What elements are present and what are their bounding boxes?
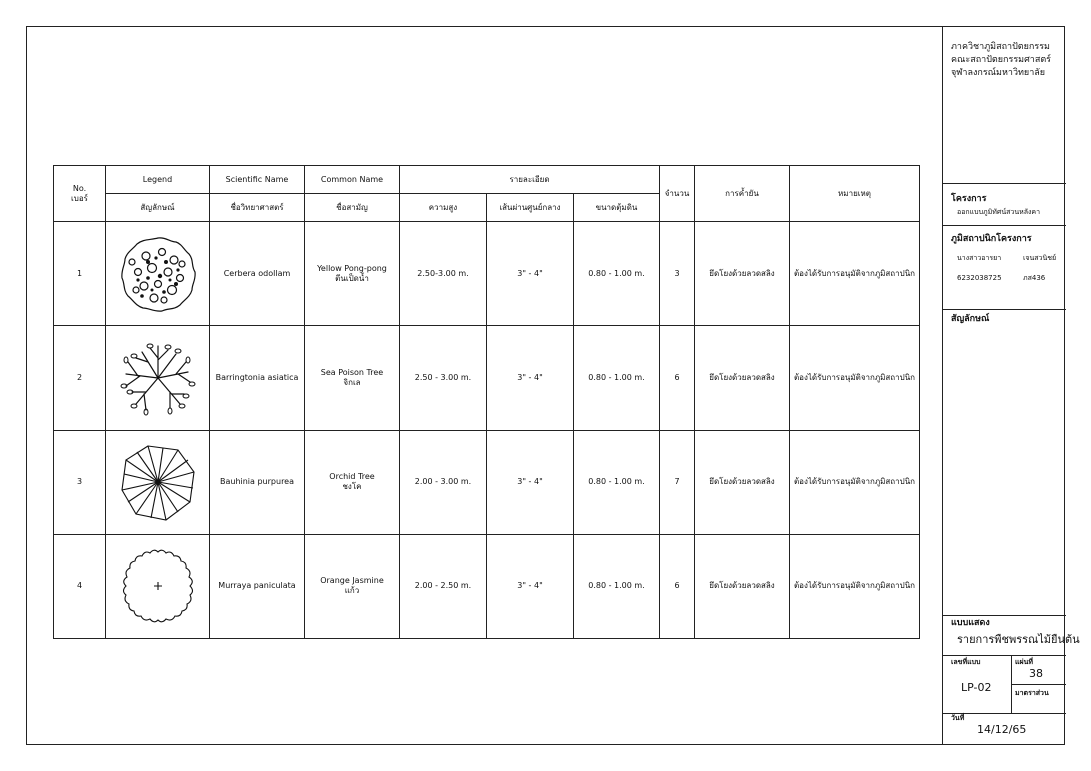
project-section: [943, 184, 1066, 226]
project-name: ออกแบบภูมิทัศน์สวนหลังคา: [957, 208, 1041, 216]
header-sci-th: ชื่อวิทยาศาสตร์: [210, 194, 305, 222]
quantity-value: 6: [660, 534, 695, 638]
header-common-th: ชื่อสามัญ: [305, 194, 400, 222]
date-value: 14/12/65: [977, 723, 1027, 736]
table-row: [54, 534, 920, 638]
scientific-name: Cerbera odollam: [210, 222, 305, 326]
symbol-label: สัญลักษณ์: [951, 314, 990, 324]
student-id: 6232038725: [957, 274, 1002, 282]
rootball-value: 0.80 - 1.00 m.: [574, 326, 660, 430]
remark-value: ต้องได้รับการอนุมัติจากภูมิสถาปนิก: [790, 222, 920, 326]
row-no: 1: [54, 222, 106, 326]
cloud-tree-symbol: [106, 534, 210, 638]
rootball-value: 0.80 - 1.00 m.: [574, 430, 660, 534]
common-name: Orange Jasmine แก้ว: [305, 534, 400, 638]
drawing-label: แบบแสดง: [951, 618, 990, 628]
office-section: [943, 26, 1066, 184]
scientific-name: Bauhinia purpurea: [210, 430, 305, 534]
header-height: ความสูง: [400, 194, 487, 222]
office-line-1: ภาควิชาภูมิสถาปัตยกรรม: [951, 42, 1050, 52]
rootball-value: 0.80 - 1.00 m.: [574, 222, 660, 326]
diameter-value: 3" - 4": [487, 430, 574, 534]
remark-value: ต้องได้รับการอนุมัติจากภูมิสถาปนิก: [790, 430, 920, 534]
date-section: [943, 714, 1066, 745]
header-scientific-name: Scientific Name: [210, 166, 305, 194]
architect-section: [943, 226, 1066, 310]
sheet-no: LP-02: [961, 681, 992, 694]
header-diameter: เส้นผ่านศูนย์กลาง: [487, 194, 574, 222]
symbol-section: [943, 310, 1066, 616]
scale-label: มาตราส่วน: [1015, 689, 1049, 697]
diameter-value: 3" - 4": [487, 534, 574, 638]
title-block: [942, 26, 1080, 745]
header-legend: Legend: [106, 166, 210, 194]
header-remark: หมายเหตุ: [790, 166, 920, 222]
quantity-value: 3: [660, 222, 695, 326]
drawing-section: [943, 616, 1080, 656]
remark-value: ต้องได้รับการอนุมัติจากภูมิสถาปนิก: [790, 534, 920, 638]
polygon-tree-symbol: [106, 430, 210, 534]
header-quantity: จำนวน: [660, 166, 695, 222]
support-value: ยึดโยงด้วยลวดสลิง: [695, 534, 790, 638]
office-line-2: คณะสถาปัตยกรรมศาสตร์: [951, 55, 1052, 65]
common-name: Yellow Pong-pong ตีนเป็ดน้ำ: [305, 222, 400, 326]
height-value: 2.50 - 3.00 m.: [400, 326, 487, 430]
header-rootball: ขนาดตุ้มดิน: [574, 194, 660, 222]
leafy-tree-symbol: [106, 222, 210, 326]
height-value: 2.00 - 2.50 m.: [400, 534, 487, 638]
table-row: [54, 222, 920, 326]
header-support: การค้ำยัน: [695, 166, 790, 222]
license-no: ภส436: [1023, 274, 1046, 282]
quantity-value: 6: [660, 326, 695, 430]
header-common-name: Common Name: [305, 166, 400, 194]
architect-name: นางสาวอารยา: [957, 254, 1002, 262]
header-detail: รายละเอียด: [400, 166, 660, 194]
date-label: วันที่: [951, 714, 965, 722]
scientific-name: Barringtonia asiatica: [210, 326, 305, 430]
height-value: 2.00 - 3.00 m.: [400, 430, 487, 534]
remark-value: ต้องได้รับการอนุมัติจากภูมิสถาปนิก: [790, 326, 920, 430]
architect-label: ภูมิสถาปนิกโครงการ: [951, 234, 1032, 244]
common-name: Sea Poison Tree จิกเล: [305, 326, 400, 430]
row-no: 4: [54, 534, 106, 638]
office-line-3: จุฬาลงกรณ์มหาวิทยาลัย: [951, 68, 1046, 78]
branching-tree-symbol: [106, 326, 210, 430]
header-no: No. เบอร์: [54, 166, 106, 222]
diameter-value: 3" - 4": [487, 326, 574, 430]
quantity-value: 7: [660, 430, 695, 534]
table-row: [54, 326, 920, 430]
project-label: โครงการ: [951, 194, 987, 204]
architect-surname: เจนสวนิชย์: [1023, 254, 1057, 262]
sheet-info-section: [943, 656, 1066, 714]
table-row: [54, 430, 920, 534]
page-no: 38: [1029, 667, 1043, 680]
page-label: แผ่นที่: [1015, 658, 1034, 666]
plant-schedule-table: [53, 165, 920, 639]
sheet-no-label: เลขที่แบบ: [951, 658, 981, 666]
support-value: ยึดโยงด้วยลวดสลิง: [695, 222, 790, 326]
header-legend-th: สัญลักษณ์: [106, 194, 210, 222]
scientific-name: Murraya paniculata: [210, 534, 305, 638]
diameter-value: 3" - 4": [487, 222, 574, 326]
support-value: ยึดโยงด้วยลวดสลิง: [695, 326, 790, 430]
row-no: 3: [54, 430, 106, 534]
height-value: 2.50-3.00 m.: [400, 222, 487, 326]
row-no: 2: [54, 326, 106, 430]
drawing-title: รายการพืชพรรณไม้ยืนต้น: [957, 633, 1080, 646]
common-name: Orchid Tree ชงโค: [305, 430, 400, 534]
rootball-value: 0.80 - 1.00 m.: [574, 534, 660, 638]
support-value: ยึดโยงด้วยลวดสลิง: [695, 430, 790, 534]
